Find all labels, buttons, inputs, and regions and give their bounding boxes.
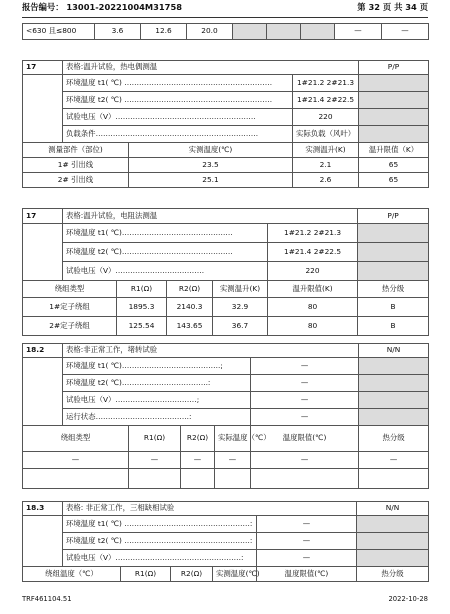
section-number-spacer	[23, 516, 63, 567]
empty-cell	[23, 469, 129, 489]
part-cell: 2# 引出线	[23, 173, 129, 188]
report-number: 报告编号： 13001-20221004M31758	[22, 2, 182, 12]
table-row	[23, 298, 429, 317]
value-cell: —	[359, 452, 429, 469]
param-value: 220	[268, 262, 358, 281]
param-label: 环境温度 t2( ℃) ……………………………………………………	[63, 92, 293, 109]
param-label: 试验电压（V）……………………………;	[63, 392, 251, 409]
page-indicator: 第 32 页 共 34 页	[357, 2, 428, 12]
param-value: 实际负载（风叶）	[293, 126, 359, 143]
top-row-cell	[301, 24, 335, 40]
section-result: N/N	[357, 502, 429, 516]
param-value: —	[251, 358, 359, 375]
param-value: 1#21.2 2#21.3	[293, 75, 359, 92]
value-cell: —	[23, 452, 129, 469]
value-cell: B	[358, 317, 429, 336]
param-label: 环境温度 t1( ℃) ……………………………………………………	[63, 75, 293, 92]
section-number-spacer	[23, 358, 63, 426]
section-17-thermocouple-table	[22, 60, 429, 188]
column-header: 温升限值(K)	[268, 281, 358, 298]
section-result: P/P	[358, 209, 429, 224]
column-header: R1(Ω)	[117, 281, 167, 298]
column-header: 绕组类型	[23, 426, 129, 452]
param-label: 试验电压（V）………………………………	[63, 262, 268, 281]
column-header: R2(Ω)	[167, 281, 213, 298]
empty-cell	[359, 469, 429, 489]
param-value: —	[257, 533, 357, 550]
result-blank	[359, 92, 429, 109]
value-cell: 36.7	[213, 317, 268, 336]
param-value: 220	[293, 109, 359, 126]
section-result: P/P	[359, 61, 429, 75]
section-18-3-table	[22, 501, 429, 582]
section-title: 表格:非正常工作，堵转试验	[63, 344, 359, 358]
param-value: 1#21.4 2#22.5	[293, 92, 359, 109]
result-blank	[359, 375, 429, 392]
column-header: 实测温度(℃)	[129, 143, 293, 158]
param-label: 环境温度 t1( ℃) ……………………………………………:	[63, 516, 257, 533]
section-title: 表格:温升试验，热电偶测温	[63, 61, 359, 75]
table-row	[23, 317, 429, 336]
column-header: 温度限值(℃)	[257, 567, 357, 582]
winding-cell: 2#定子绕组	[23, 317, 117, 336]
result-blank	[359, 392, 429, 409]
column-header: 热分级	[357, 567, 429, 582]
table-row	[23, 158, 429, 173]
result-blank	[359, 75, 429, 92]
value-cell: —	[129, 452, 181, 469]
param-label: 环境温度 t1( ℃)………………………………………	[63, 224, 268, 243]
param-value: —	[257, 550, 357, 567]
param-value: —	[251, 409, 359, 426]
param-value: —	[257, 516, 357, 533]
table-row	[23, 452, 429, 469]
param-value: 1#21.2 2#21.3	[268, 224, 358, 243]
column-header: 实测温度(℃)	[213, 567, 257, 582]
column-header: 温升限值（K）	[359, 143, 429, 158]
continuation-row-table	[22, 23, 429, 40]
value-cell: 1895.3	[117, 298, 167, 317]
empty-cell	[215, 469, 251, 489]
result-blank	[359, 358, 429, 375]
section-title: 表格:温升试验，电阻法测温	[63, 209, 358, 224]
column-header: R2(Ω)	[171, 567, 213, 582]
column-header: 热分级	[359, 426, 429, 452]
header-divider	[22, 17, 428, 18]
param-label: 环境温度 t2( ℃)……………………………..:	[63, 375, 251, 392]
column-header: 实际温度（℃）	[215, 426, 251, 452]
result-blank	[359, 109, 429, 126]
table-row	[23, 173, 429, 188]
value-cell: —	[215, 452, 251, 469]
value-cell: —	[181, 452, 215, 469]
top-row-cell: 3.6	[95, 24, 141, 40]
section-17-resistance-table	[22, 208, 429, 336]
column-header: 测量部件（部位)	[23, 143, 129, 158]
footer-date: 2022-10-28	[388, 595, 428, 603]
result-blank	[357, 516, 429, 533]
section-number: 18.2	[23, 344, 63, 358]
param-label: 试验电压（V）……………………………………………:	[63, 550, 257, 567]
table-row	[23, 469, 429, 489]
value-cell: 2.6	[293, 173, 359, 188]
column-header: 温度限值(℃)	[251, 426, 359, 452]
empty-cell	[251, 469, 359, 489]
empty-cell	[181, 469, 215, 489]
result-blank	[359, 126, 429, 143]
top-row-cell: 12.6	[141, 24, 187, 40]
section-number: 18.3	[23, 502, 63, 516]
section-title: 表格: 非正常工作，三相缺相试验	[63, 502, 357, 516]
param-label: 负载条件…………………………………………………………	[63, 126, 293, 143]
param-value: 1#21.4 2#22.5	[268, 243, 358, 262]
value-cell: 143.65	[167, 317, 213, 336]
param-label: 环境温度 t1( ℃)………………………………….;	[63, 358, 251, 375]
param-label: 环境温度 t2( ℃) ……………………………………………:	[63, 533, 257, 550]
empty-cell	[129, 469, 181, 489]
value-cell: 65	[359, 158, 429, 173]
result-blank	[359, 409, 429, 426]
param-label: 试验电压（V）…………………………………………………	[63, 109, 293, 126]
section-result: N/N	[359, 344, 429, 358]
result-blank	[358, 224, 429, 243]
section-number: 17	[23, 61, 63, 75]
section-number-spacer	[23, 224, 63, 281]
top-row-cell: —	[335, 24, 382, 40]
column-header: 绕组类型	[23, 281, 117, 298]
top-row-cell: <630 且≤800	[23, 24, 95, 40]
top-row-cell: —	[382, 24, 429, 40]
column-header: R2(Ω)	[181, 426, 215, 452]
section-18-2-table	[22, 343, 429, 489]
param-label: 运行状态………………………………..:	[63, 409, 251, 426]
param-value: —	[251, 375, 359, 392]
value-cell: 125.54	[117, 317, 167, 336]
section-number-spacer	[23, 75, 63, 143]
value-cell: 80	[268, 298, 358, 317]
value-cell: B	[358, 298, 429, 317]
section-number: 17	[23, 209, 63, 224]
result-blank	[357, 533, 429, 550]
value-cell: 65	[359, 173, 429, 188]
value-cell: —	[251, 452, 359, 469]
value-cell: 2140.3	[167, 298, 213, 317]
column-header: 实测温升(K)	[293, 143, 359, 158]
column-header: 绕组温度（℃）	[23, 567, 121, 582]
result-blank	[358, 243, 429, 262]
value-cell: 80	[268, 317, 358, 336]
column-header: R1(Ω)	[129, 426, 181, 452]
top-row-cell: 20.0	[187, 24, 233, 40]
column-header: 热分级	[358, 281, 429, 298]
part-cell: 1# 引出线	[23, 158, 129, 173]
value-cell: 32.9	[213, 298, 268, 317]
column-header: 实测温升(K)	[213, 281, 268, 298]
top-row-cell	[267, 24, 301, 40]
param-value: —	[251, 392, 359, 409]
footer-form-code: TRF461104.51	[22, 595, 72, 603]
winding-cell: 1#定子绕组	[23, 298, 117, 317]
result-blank	[357, 550, 429, 567]
result-blank	[358, 262, 429, 281]
value-cell: 2.1	[293, 158, 359, 173]
top-row-cell	[233, 24, 267, 40]
value-cell: 25.1	[129, 173, 293, 188]
column-header: R1(Ω)	[121, 567, 171, 582]
value-cell: 23.5	[129, 158, 293, 173]
param-label: 环境温度 t2( ℃)………………………………………	[63, 243, 268, 262]
